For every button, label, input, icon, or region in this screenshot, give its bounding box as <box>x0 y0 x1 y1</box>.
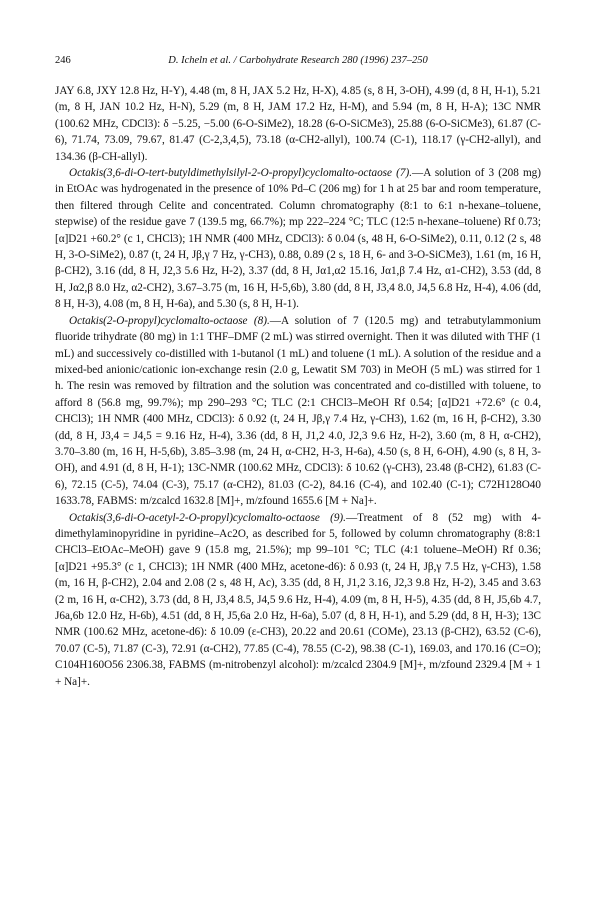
paragraph-text: —A solution of 7 (120.5 mg) and tetrabutylammonium fluoride trihydrate (80 mg) in 1:1 THF–DMF (2 mL) was stirred overnight. Then it was diluted with THF (1 mL) and successively co-distilled with 1-butanol (1 mL) and toluene (1 mL). A solution of the residue and a mixed-bed anionic/cationic ion-exchange resin (2.0 g, Lewatit SM 703) in MeOH (5 mL) was stirred for 1 h. The resin was removed by filtration and the solution was concentrated and co-distilled with toluene, to afford 8 (56.8 mg, 99.7%); mp 290–293 °C; TLC (2:1 CHCl3–MeOH Rf 0.54; [α]D21 +72.6° (c 0.4, CHCl3); 1H NMR (400 MHz, CDCl3): δ 0.92 (t, 24 H, Jβ,γ 7.4 Hz, γ-CH3), 1.62 (m, 16 H, β-CH2), 3.30 (dd, 8 H, J3,4 = J4,5 = 9.16 Hz, H-4), 3.36 (dd, 8 H, J1,2 4.0, J2,3 9.6 Hz, H-2), 3.60 (m, 8 H, α-CH2), 3.70–3.80 (m, 16 H, H-5,6b), 3.85–3.98 (m, 24 H, α-CH2, H-3, H-6a), 4.50 (s, 8 H, 6-OH), 4.90 (s, 8 H, 3-OH), and 4.91 (d, 8 H, H-1); 13C-NMR (100.62 MHz, CDCl3): δ 10.62 (γ-CH3), 23.48 (β-CH2), 61.83 (C-6), 72.15 (C-5), 74.04 (C-3), 75.17 (α-CH2), 81.03 (C-2), 84.16 (C-4), and 102.40 (C-1); C72H128O40 1633.78, FABMS: m/zcalcd 1632.8 [M]+, m/zfound 1655.6 [M + Na]+. <box>55 314 541 508</box>
page-header <box>55 55 541 71</box>
compound-title: Octakis(3,6-di-O-acetyl-2-O-propyl)cyclomalto-octaose (9). <box>69 511 346 524</box>
paragraph-text: JAY 6.8, JXY 12.8 Hz, H-Y), 4.48 (m, 8 H, JAX 5.2 Hz, H-X), 4.85 (s, 8 H, 3-OH), 4.99 (d, 8 H, H-1), 5.21 (m, 8 H, JAN 10.2 Hz, H-N), 5.29 (m, 8 H, JAM 17.2 Hz, H-M), and 5.94 (m, 8 H, H-A); 13C NMR (100.62 MHz, CDCl3): δ −5.25, −5.00 (6-O-SiMe2), 18.28 (6-O-SiCMe3), 25.88 (6-O-SiCMe3), 61.87 (C-6), 71.74, 73.09, 79.67, 81.47 (C-2,3,4,5), 73.18 (α-CH2-allyl), 100.74 (C-1), 118.17 (γ-CH2-allyl), and 134.36 (β-CH-allyl). <box>55 85 541 163</box>
article-body <box>55 83 541 690</box>
paragraph-compound-8 <box>55 313 541 510</box>
paragraph-text: —A solution of 3 (208 mg) in EtOAc was hydrogenated in the presence of 10% Pd–C (206 mg) for 1 h at 25 bar and room temperature, then filtered through Celite and concentrated. Column chromatography (8:1 to 6:1 n-hexane–toluene, stepwise) of the residue gave 7 (139.5 mg, 66.7%); mp 222–224 °C; TLC (12:5 n-hexane–toluene) Rf 0.73; [α]D21 +60.2° (c 1, CHCl3); 1H NMR (400 MHz, CDCl3): δ 0.04 (s, 48 H, 6-O-SiMe2), 0.11, 0.12 (2 s, 48 H, 3-O-SiMe2), 0.87 (t, 24 H, Jβ,γ 7 Hz, γ-CH3), 0.88, 0.89 (2 s, 18 H, 6- and 3-O-SiCMe3), 1.61 (m, 16 H, β-CH2), 3.16 (dd, 8 H, J2,3 5.6 Hz, H-2), 3.37 (dd, 8 H, Jα1,α2 15.16, Jα1,β 7.4 Hz, α1-CH2), 3.53 (dd, 8 H, Jα2,β 8.0 Hz, α2-CH2), 3.67–3.75 (m, 16 H, H-5,6b), 3.80 (dd, 8 H, J3,4 8.0, J4,5 6.8 Hz, H-4), 4.06 (dd, 8 H, H-3), 4.08 (m, 8 H, H-6a), and 5.30 (s, 8 H, H-1). <box>55 167 541 311</box>
compound-title: Octakis(2-O-propyl)cyclomalto-octaose (8). <box>69 314 270 327</box>
paragraph-compound-9 <box>55 510 541 690</box>
page-number: 246 <box>55 55 71 66</box>
paragraph-text: —Treatment of 8 (52 mg) with 4-dimethylaminopyridine in pyridine–Ac2O, as described for 5, followed by column chromatography (8:8:1 CHCl3–EtOAc–MeOH) gave 9 (15.8 mg, 21.5%); mp 99–101 °C; TLC (4:1 toluene–MeOH) Rf 0.36; [α]D21 +95.3° (c 1, CHCl3); 1H NMR (400 MHz, acetone-d6): δ 0.93 (t, 24 H, Jβ,γ 7.5 Hz, γ-CH3), 1.58 (m, 16 H, β-CH2), 2.04 and 2.08 (2 s, 48 H, Ac), 3.35 (dd, 8 H, J1,2 3.16, J2,3 9.8 Hz, H-2), 3.45 and 3.63 (2 m, 16 H, α-CH2), 3.73 (dd, 8 H, J3,4 8.5, J4,5 9.6 Hz, H-4), 4.09 (m, 8 H, H-5), 4.35 (dd, 8 H, J5,6b 4.7, J6a,6b 12.0 Hz, H-6b), 4.51 (dd, 8 H, J5,6a 2.0 Hz, H-6a), 5.07 (d, 8 H, H-1), and 5.29 (dd, 8 H, H-3); 13C NMR (100.62 MHz, acetone-d6): δ 10.09 (ε-CH3), 20.22 and 20.61 (COMe), 23.13 (β-CH2), 63.52 (C-6), 70.07 (C-5), 71.87 (C-3), 72.91 (α-CH2), 77.85 (C-4), 78.55 (C-2), 98.38 (C-1), 169.03, and 170.16 (C=O); C104H160O56 2306.38, FABMS (m-nitrobenzyl alcohol): m/zcalcd 2304.9 [M]+, m/zfound 2329.4 [M + 1 + Na]+. <box>55 511 541 688</box>
paragraph-allyl-nmr <box>55 83 541 165</box>
paragraph-compound-7 <box>55 165 541 313</box>
running-head: D. Icheln et al. / Carbohydrate Research 280 (1996) 237–250 <box>168 55 428 66</box>
compound-title: Octakis(3,6-di-O-tert-butyldimethylsilyl-2-O-propyl)cyclomalto-octaose (7). <box>69 167 412 180</box>
